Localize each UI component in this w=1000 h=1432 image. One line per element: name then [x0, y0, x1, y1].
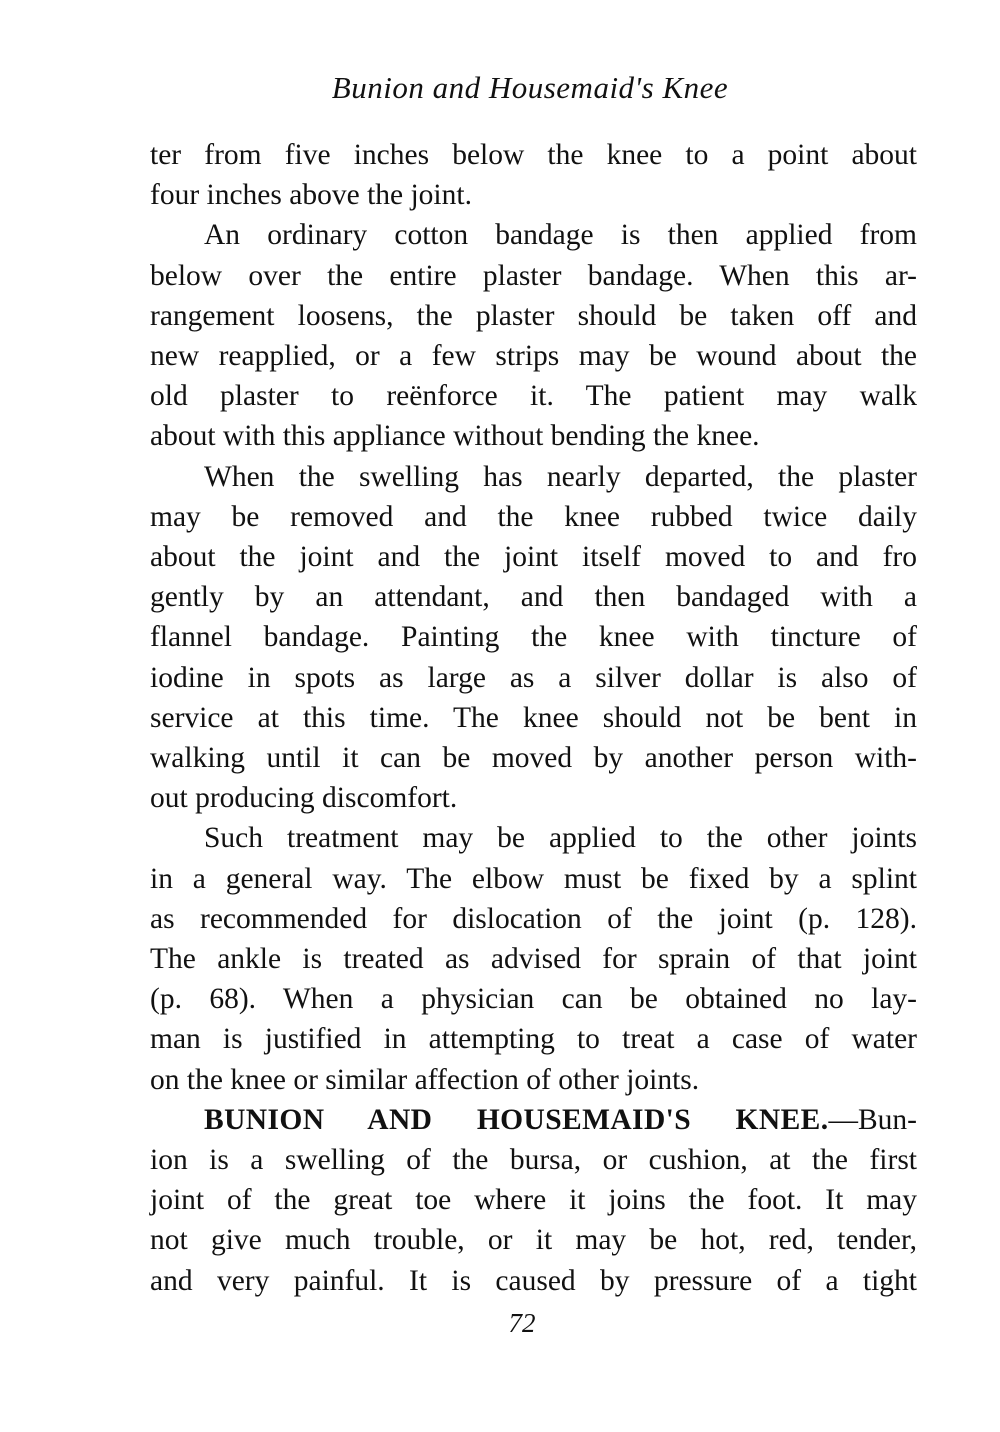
text-line: new reapplied, or a few strips may be wound about the — [150, 340, 917, 373]
text-line: about the joint and the joint itself moved to and fro — [150, 541, 917, 574]
text-line: not give much trouble, or it may be hot, red, tender, — [150, 1224, 917, 1257]
text-line: An ordinary cotton bandage is then applied from — [204, 219, 917, 252]
text-line: walking until it can be moved by another person with- — [150, 742, 917, 775]
text-line: as recommended for dislocation of the joint (p. 128). — [150, 902, 917, 935]
running-head: Bunion and Housemaid's Knee — [331, 70, 729, 105]
text-line: in a general way. The elbow must be fixed by a splint — [150, 862, 917, 895]
text-line: iodine in spots as large as a silver dollar is also of — [150, 661, 917, 694]
text-line: out producing discomfort. — [150, 782, 458, 815]
text-line: (p. 68). When a physician can be obtained no lay- — [150, 983, 917, 1016]
text-line: may be removed and the knee rubbed twice daily — [150, 500, 917, 533]
text-line: ion is a swelling of the bursa, or cushion, at the first — [150, 1144, 917, 1177]
text-line: on the knee or similar affection of other joints. — [150, 1063, 700, 1096]
body-text — [150, 135, 917, 1301]
text-line: ter from five inches below the knee to a point about — [150, 139, 917, 171]
page-number: 72 — [508, 1308, 536, 1338]
text-line: rangement loosens, the plaster should be taken off and — [150, 299, 917, 332]
text-line: gently by an attendant, and then bandaged with a — [150, 581, 917, 614]
text-line: old plaster to reënforce it. The patient may walk — [150, 380, 917, 413]
text-line: four inches above the joint. — [150, 179, 472, 212]
section-heading-line — [150, 1100, 917, 1140]
text-line: service at this time. The knee should not be bent in — [150, 701, 917, 734]
text-line: When the swelling has nearly departed, the plaster — [204, 460, 917, 493]
text-fragment: —Bun- — [828, 1103, 917, 1136]
text-line: The ankle is treated as advised for sprain of that joint — [150, 943, 917, 976]
text-line: flannel bandage. Painting the knee with tincture of — [150, 621, 917, 654]
text-line: joint of the great toe where it joins the foot. It may — [150, 1184, 917, 1217]
section-heading: BUNION AND HOUSEMAID'S KNEE. — [204, 1103, 829, 1136]
text-line: below over the entire plaster bandage. When this ar- — [150, 259, 917, 292]
text-line: about with this appliance without bending the knee. — [150, 420, 760, 453]
text-line: Such treatment may be applied to the other joints — [204, 822, 917, 855]
text-line: man is justified in attempting to treat a case of water — [150, 1023, 917, 1056]
text-line: and very painful. It is caused by pressure of a tight — [150, 1264, 917, 1297]
